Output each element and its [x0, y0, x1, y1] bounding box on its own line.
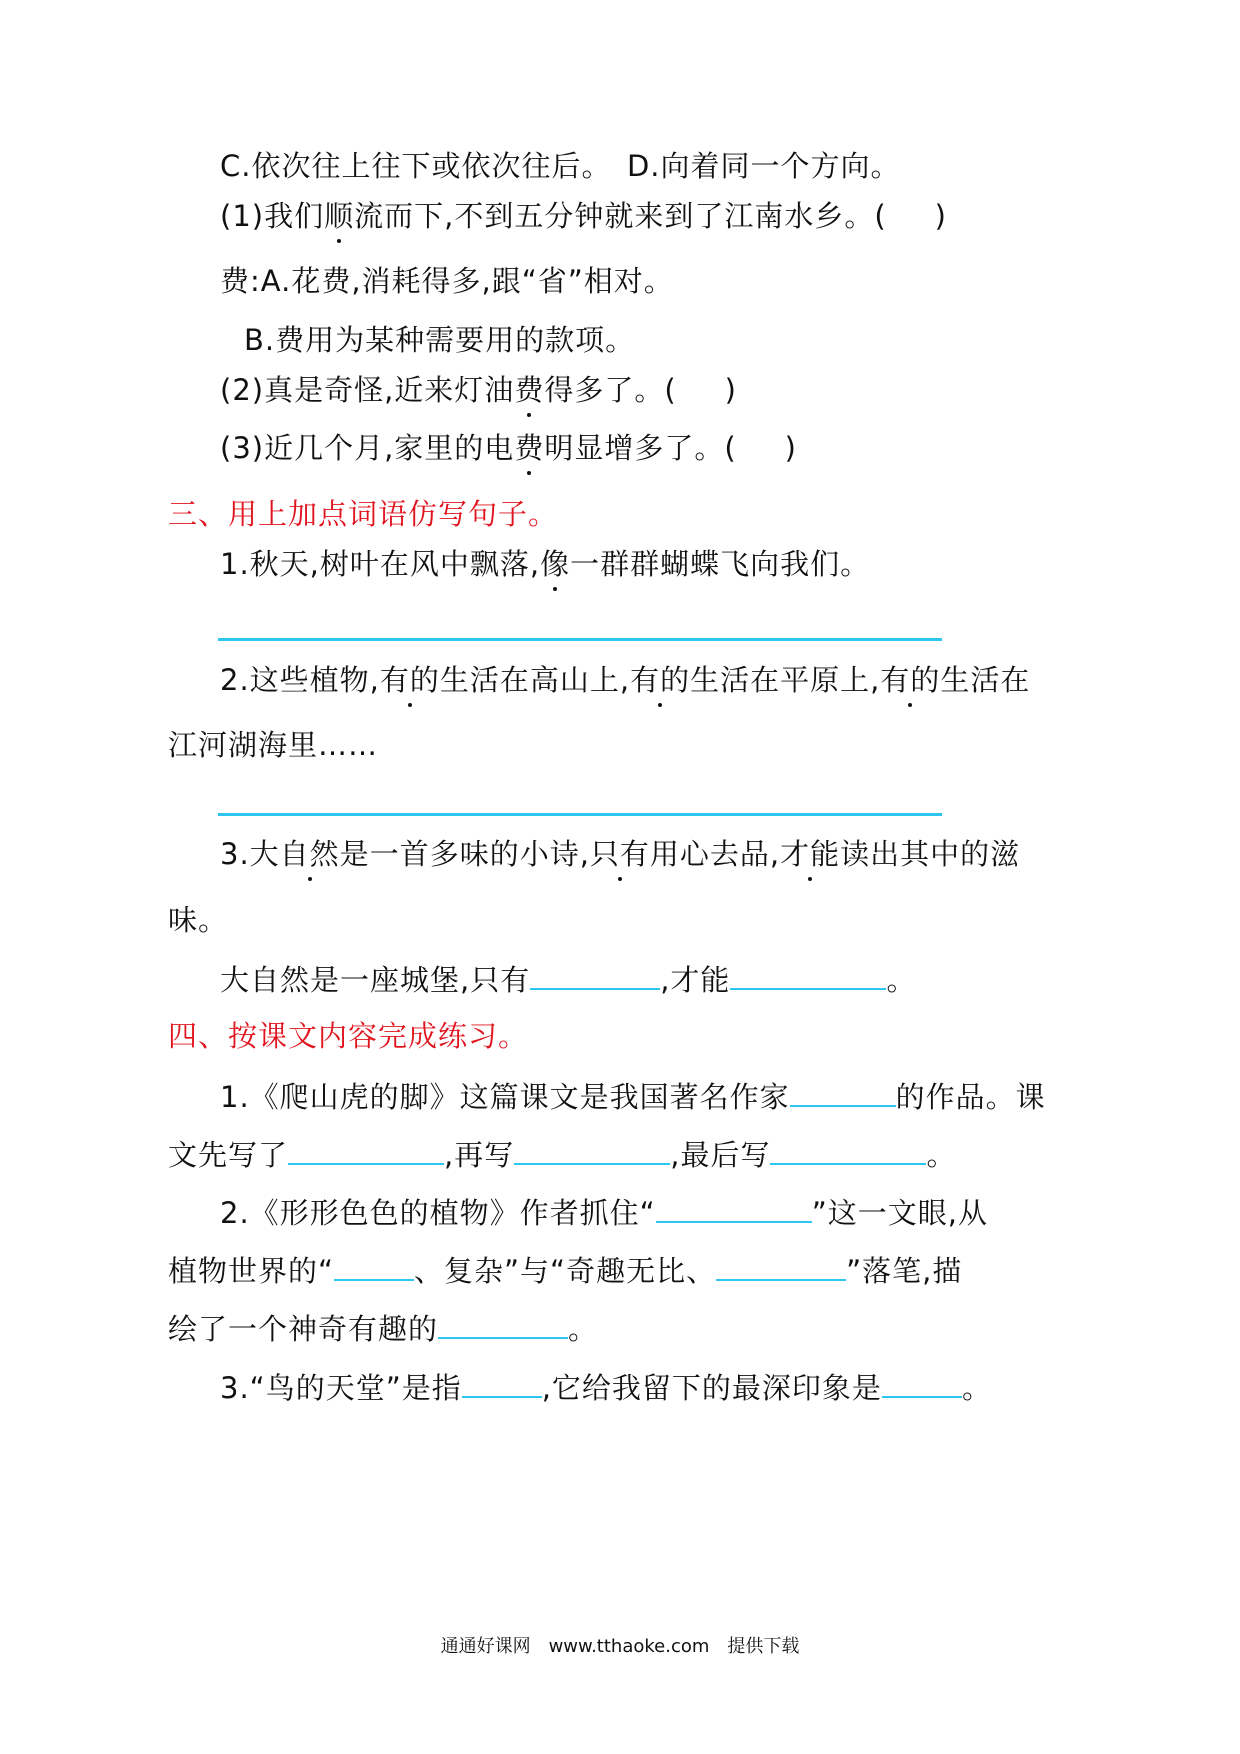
fill-blank[interactable] [462, 1366, 542, 1398]
fill-blank[interactable] [514, 1133, 670, 1165]
dotted-char: 大自然是 [250, 834, 370, 874]
section-4-heading: 四、按课文内容完成练习。 [168, 1019, 529, 1053]
s3-question-2-cont: 江河湖海里…… [168, 728, 379, 762]
fill-blank[interactable] [882, 1366, 962, 1398]
question-fei-2: (2)真是奇怪,近来灯油费得多了。( ) [220, 370, 737, 410]
fill-blank[interactable] [288, 1133, 444, 1165]
fill-blank[interactable] [438, 1307, 568, 1339]
s4-question-1-cont: 文先写了 ,再写 ,最后写 。 [168, 1133, 956, 1175]
dotted-char: 费 [514, 428, 544, 468]
dotted-char: 有的 [380, 660, 440, 700]
dotted-char: 才能 [780, 834, 840, 874]
fill-blank[interactable] [770, 1133, 926, 1165]
answer-line-2[interactable] [218, 813, 942, 816]
fill-blank[interactable] [656, 1191, 812, 1223]
dotted-char: 有的 [880, 660, 940, 700]
footer-credit: 通通好课网 www.tthaoke.com 提供下载 [440, 1636, 800, 1657]
s4-question-3: 3.“鸟的天堂”是指 ,它给我留下的最深印象是 。 [220, 1366, 992, 1408]
s4-question-2-cont: 植物世界的“ 、复杂”与“奇趣无比、 ”落笔,描 [168, 1249, 962, 1291]
dotted-char: 费 [514, 370, 544, 410]
s4-question-2-cont2: 绘了一个神奇有趣的 。 [168, 1307, 598, 1349]
fill-blank[interactable] [530, 958, 660, 990]
fill-blank[interactable] [730, 958, 886, 990]
dotted-char: 顺 [324, 196, 354, 236]
fill-blank[interactable] [334, 1249, 414, 1281]
s3-question-2: 2.这些植物,有的生活在高山上,有的生活在平原上,有的生活在 [220, 660, 1030, 700]
definition-fei-b: B.费用为某种需要用的款项。 [244, 323, 636, 357]
s4-question-2: 2.《形形色色的植物》作者抓住“ ”这一文眼,从 [220, 1191, 988, 1233]
s3-question-1: 1.秋天,树叶在风中飘落,像一群群蝴蝶飞向我们。 [220, 544, 870, 584]
s3-fill-sentence: 大自然是一座城堡,只有 ,才能 。 [220, 958, 916, 1000]
dotted-char: 只有 [590, 834, 650, 874]
option-c-d: C.依次往上往下或依次往后。 D.向着同一个方向。 [220, 149, 901, 183]
dotted-char: 有的 [630, 660, 690, 700]
answer-line-1[interactable] [218, 638, 942, 641]
question-shun: (1)我们顺流而下,不到五分钟就来到了江南水乡。( ) [220, 196, 947, 236]
section-3-heading: 三、用上加点词语仿写句子。 [168, 497, 559, 531]
s4-question-1: 1.《爬山虎的脚》这篇课文是我国著名作家 的作品。课 [220, 1075, 1046, 1117]
definition-fei: 费:A.花费,消耗得多,跟“省”相对。 [220, 264, 674, 298]
s3-question-3: 3.大自然是一首多味的小诗,只有用心去品,才能读出其中的滋 [220, 834, 1020, 874]
s3-question-3-cont: 味。 [168, 903, 229, 937]
question-fei-3: (3)近几个月,家里的电费明显增多了。( ) [220, 428, 797, 468]
fill-blank[interactable] [716, 1249, 846, 1281]
dotted-char: 像 [540, 544, 570, 584]
fill-blank[interactable] [790, 1075, 896, 1107]
